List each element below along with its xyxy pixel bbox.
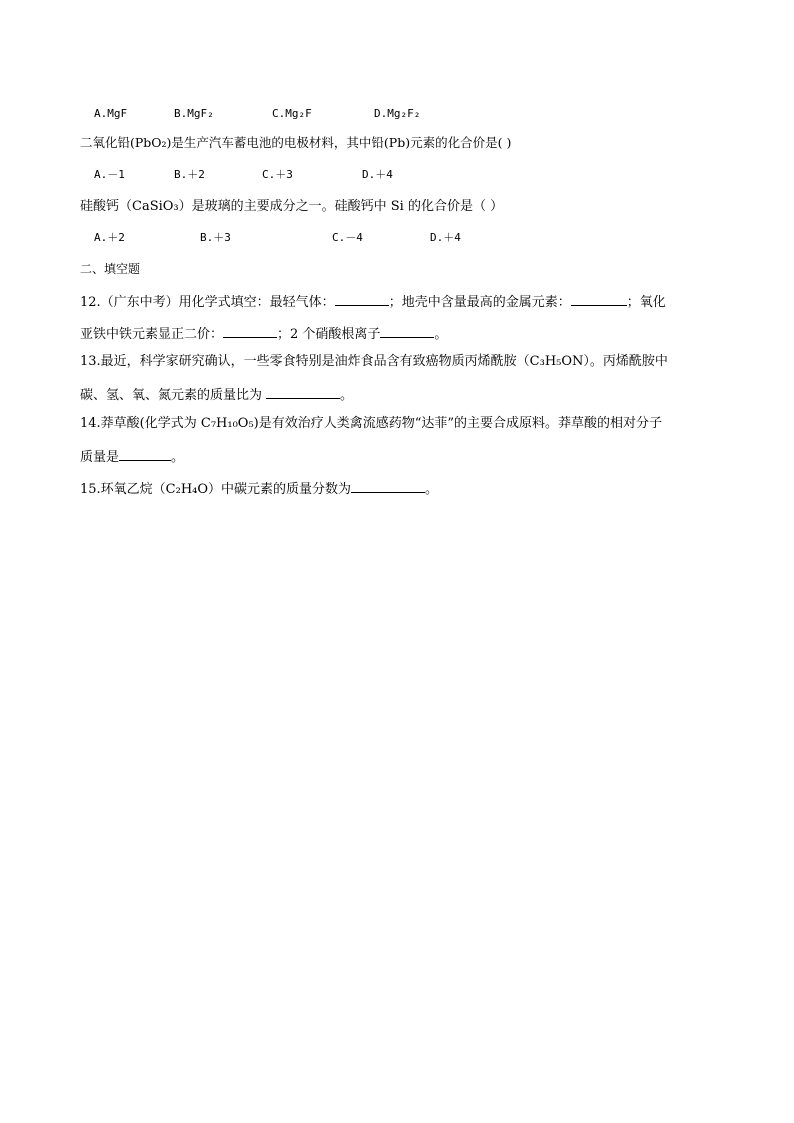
q12-blank-nitrate-ions[interactable] [380,325,434,338]
q9-options-row [0,108,794,122]
q14-line1 [80,417,662,430]
section2-title: 二、填空题 [80,262,141,276]
q10-option-c: C.＋3 [262,168,293,181]
q9-option-a: A.MgF [94,107,128,120]
q11-option-d: D.＋4 [430,231,461,244]
q12-line2 [80,325,447,341]
q13-text-b: 碳、氢、氧、氮元素的质量比为 [80,388,263,403]
q10-options-row [0,169,794,183]
q12-text-e: ；2 个硝酸根离子 [277,327,381,342]
q15-line [80,480,438,496]
q12-text-b: ；地壳中含量最高的金属元素： [388,295,571,310]
q10-option-a: A.－1 [94,168,125,181]
q14-text-a: 14.莽草酸(化学式为 C₇H₁₀O₅)是有效治疗人类禽流感药物“达菲”的主要合成原料。莽草酸的相对分子 [80,416,663,431]
q10-text: 二氧化铅(PbO₂)是生产汽车蓄电池的电极材料，其中铅(Pb)元素的化合价是( ) [80,135,512,150]
q11-options-row [0,232,794,246]
q13-text-a: 13.最近，科学家研究确认，一些零食特别是油炸食品含有致癌物质丙烯酰胺（C₃H₅ON）。丙烯酰胺中 [80,354,668,369]
q11-option-c: C.－4 [332,231,363,244]
q14-text-c: 。 [171,450,185,465]
q14-text-b: 质量是 [80,450,120,465]
q12-text-a: 12.（广东中考）用化学式填空：最轻气体： [80,295,335,310]
q11-option-a: A.＋2 [94,231,125,244]
q13-text-c: 。 [340,388,354,403]
q12-blank-metal-element[interactable] [571,293,627,306]
q13-blank-mass-ratio[interactable] [266,386,340,399]
q12-text-c: ；氧化 [626,295,666,310]
q12-blank-lightest-gas[interactable] [335,293,389,306]
q9-option-d: D.Mg₂F₂ [374,107,421,120]
q15-text-a: 15.环氧乙烷（C₂H₄O）中碳元素的质量分数为 [80,482,352,497]
q15-text-b: 。 [425,482,439,497]
q13-line1 [80,355,668,368]
q12-line1 [80,293,666,309]
section-title-fill-in [80,263,140,275]
q10-option-b: B.＋2 [174,168,205,181]
q14-line2 [80,448,184,464]
q9-option-b: B.MgF₂ [174,107,214,120]
q13-line2 [80,386,353,402]
q11-question [80,200,503,213]
q12-text-f: 。 [434,327,448,342]
q12-blank-ferrous-iron[interactable] [223,325,277,338]
q11-option-b: B.＋3 [200,231,231,244]
q10-question [80,137,511,150]
q14-blank-molecular-mass[interactable] [119,448,171,461]
q15-blank-carbon-fraction[interactable] [351,480,425,493]
q9-option-c: C.Mg₂F [272,107,312,120]
q12-text-d: 亚铁中铁元素显正二价： [80,327,224,342]
q10-option-d: D.＋4 [362,168,393,181]
q11-text: 硅酸钙（CaSiO₃）是玻璃的主要成分之一。硅酸钙中 Si 的化合价是（ ） [80,199,504,214]
